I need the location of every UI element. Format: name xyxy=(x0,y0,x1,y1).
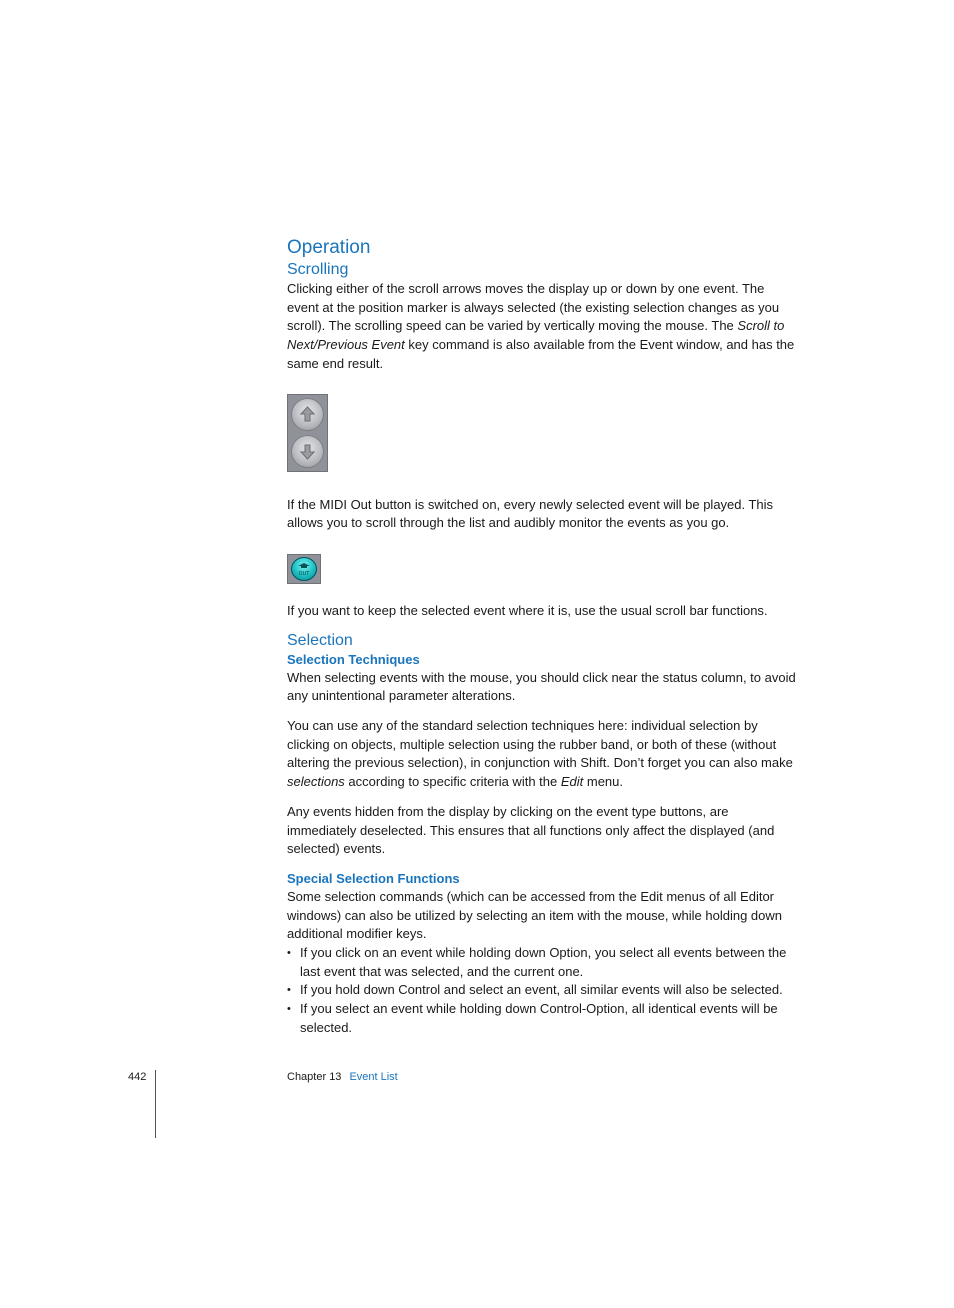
selection-paragraph-3: Any events hidden from the display by clicking on the event type buttons, are immediately deselected. This ensures that all functions only affect the displayed (and selected) events. xyxy=(287,803,775,857)
selection-p2-em2: Edit xyxy=(560,774,584,790)
special-selection-list xyxy=(287,944,797,1038)
list-item: • If you select an event while holding down Control-Option, all identical events will be selected. xyxy=(287,1000,797,1037)
list-item: • If you click on an event while holding down Option, you select all events between the last event that was selected, and the current one. xyxy=(287,944,797,981)
footer-chapter xyxy=(287,1070,398,1084)
scrolling-heading: Scrolling xyxy=(287,261,349,278)
section-title: Operation xyxy=(287,237,371,258)
page-content xyxy=(287,236,797,1038)
scrolling-p1-b: key command is also available from the Event window, and has the same end result. xyxy=(287,337,795,371)
special-selection-heading: Special Selection Functions xyxy=(287,870,460,886)
scrolling-p1-a: Clicking either of the scroll arrows moves the display up or down by one event. The event at the position marker is always selected (the existing selection changes as you scroll). The scrolling speed can be varied by vertically moving the mouse. The xyxy=(287,281,780,334)
selection-paragraph-1: When selecting events with the mouse, you should click near the status column, to avoid any unintentional parameter alterations. xyxy=(287,669,796,704)
selection-p2-em1: selections xyxy=(287,774,345,790)
midi-out-figure xyxy=(287,554,321,584)
scrolling-p1-em: Scroll to Next/Previous Event xyxy=(287,318,785,353)
special-selection-paragraph: Some selection commands (which can be accessed from the Edit menus of all Editor windows) can also be utilized by selecting an item with the mouse, while holding down additional modifier keys. xyxy=(287,888,782,942)
selection-p2-b: according to specific criteria with the xyxy=(344,774,561,790)
scroll-arrows-figure xyxy=(287,394,328,472)
selection-p2-a: You can use any of the standard selection techniques here: individual selection by clicking on objects, multiple selection using the rubber band, or both of these (without altering the previous selection), in conjunction with Shift. Don’t forget you can also make xyxy=(287,718,793,771)
scrolling-paragraph-2: If the MIDI Out button is switched on, every newly selected event will be played. This allows you to scroll through the list and audibly monitor the events as you go. xyxy=(287,496,774,531)
footer-divider xyxy=(155,1070,156,1138)
chapter-title: Event List xyxy=(349,1071,398,1083)
midi-out-label: OUT xyxy=(298,570,310,577)
page-number: 442 xyxy=(128,1071,147,1083)
arrow-up-icon xyxy=(291,398,324,431)
scrolling-paragraph-1 xyxy=(287,280,797,374)
selection-paragraph-2 xyxy=(287,717,797,792)
arrow-down-icon xyxy=(291,435,324,468)
chapter-label: Chapter 13 xyxy=(287,1071,342,1083)
list-item: • If you hold down Control and select an event, all similar events will also be selected. xyxy=(287,981,797,1000)
selection-p2-c: menu. xyxy=(583,774,624,790)
selection-heading: Selection xyxy=(287,631,353,649)
selection-techniques-heading: Selection Techniques xyxy=(287,651,420,667)
scrolling-paragraph-3: If you want to keep the selected event where it is, use the usual scroll bar functions. xyxy=(287,602,768,618)
midi-out-icon xyxy=(291,557,317,581)
